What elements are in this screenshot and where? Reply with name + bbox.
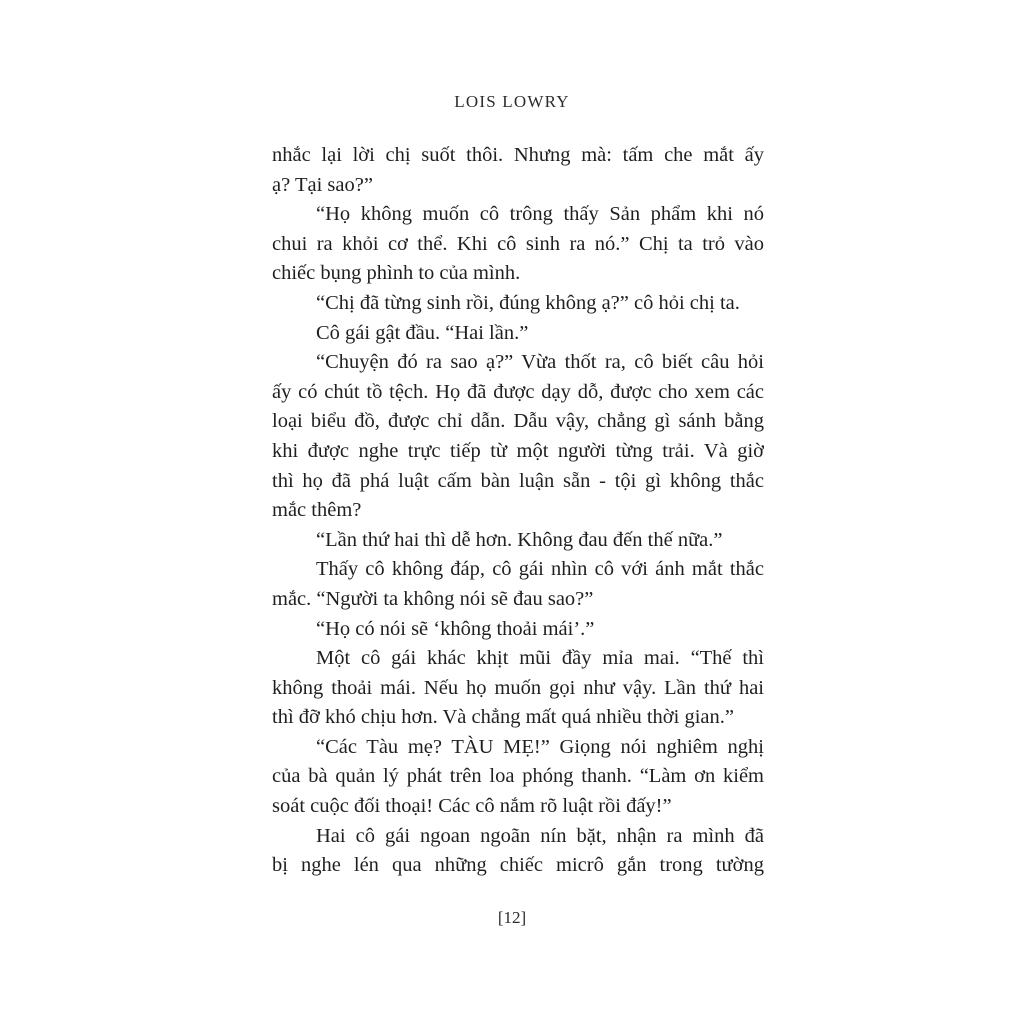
text-line: Thấy cô không đáp, cô gái nhìn cô với ánh mắt thắc [316, 558, 764, 581]
text-line: Cô gái gật đầu. “Hai lần.” [316, 321, 529, 344]
page-number: [12] [497, 908, 527, 927]
text-line: “Họ không muốn cô trông thấy Sản phẩm khi nó [316, 203, 764, 226]
text-line: nhắc lại lời chị suốt thôi. Nhưng mà: tấm che mắt ấy [272, 144, 764, 166]
text-line: ấy có chút tồ tệch. Họ đã được dạy dỗ, được cho xem các [272, 380, 764, 403]
text-line: mắc thêm? [272, 499, 362, 522]
text-line: thì họ đã phá luật cấm bàn luận sẵn - tội gì không thắc [272, 469, 764, 492]
text-line: của bà quản lý phát trên loa phóng thanh. “Làm ơn kiểm [272, 765, 764, 788]
text-line: loại biểu đồ, được chỉ dẫn. Dẫu vậy, chẳng gì sánh bằng [272, 410, 764, 433]
text-line: soát cuộc đối thoại! Các cô nắm rõ luật rồi đấy!” [272, 795, 672, 818]
text-line: bị nghe lén qua những chiếc micrô gắn trong tường [272, 854, 764, 877]
text-line: ạ? Tại sao?” [272, 173, 373, 196]
text-line: “Các Tàu mẹ? TÀU MẸ!” Giọng nói nghiêm nghị [316, 735, 764, 758]
text-line: “Chuyện đó ra sao ạ?” Vừa thốt ra, cô biết câu hỏi [316, 351, 764, 374]
text-line: Hai cô gái ngoan ngoãn nín bặt, nhận ra mình đã [316, 824, 764, 847]
text-line: “Lần thứ hai thì dễ hơn. Không đau đến thế nữa.” [316, 528, 723, 551]
text-line: chui ra khỏi cơ thể. Khi cô sinh ra nó.” Chị ta trỏ vào [272, 232, 764, 255]
running-head: LOIS LOWRY [454, 92, 570, 111]
text-line: Một cô gái khác khịt mũi đầy mỉa mai. “Thế thì [316, 647, 764, 670]
text-line: “Chị đã từng sinh rồi, đúng không ạ?” cô hỏi chị ta. [316, 291, 740, 314]
text-line: chiếc bụng phình to của mình. [272, 262, 521, 285]
text-line: khi được nghe trực tiếp từ một người từng trải. Và giờ [272, 439, 764, 462]
text-line: không thoải mái. Nếu họ muốn gọi như vậy. Lần thứ hai [272, 676, 764, 699]
text-line: thì đỡ khó chịu hơn. Và chẳng mất quá nhiều thời gian.” [272, 706, 734, 729]
text-line: “Họ có nói sẽ ‘không thoải mái’.” [316, 617, 595, 640]
text-line: mắc. “Người ta không nói sẽ đau sao?” [272, 587, 594, 610]
body-text [272, 141, 764, 881]
